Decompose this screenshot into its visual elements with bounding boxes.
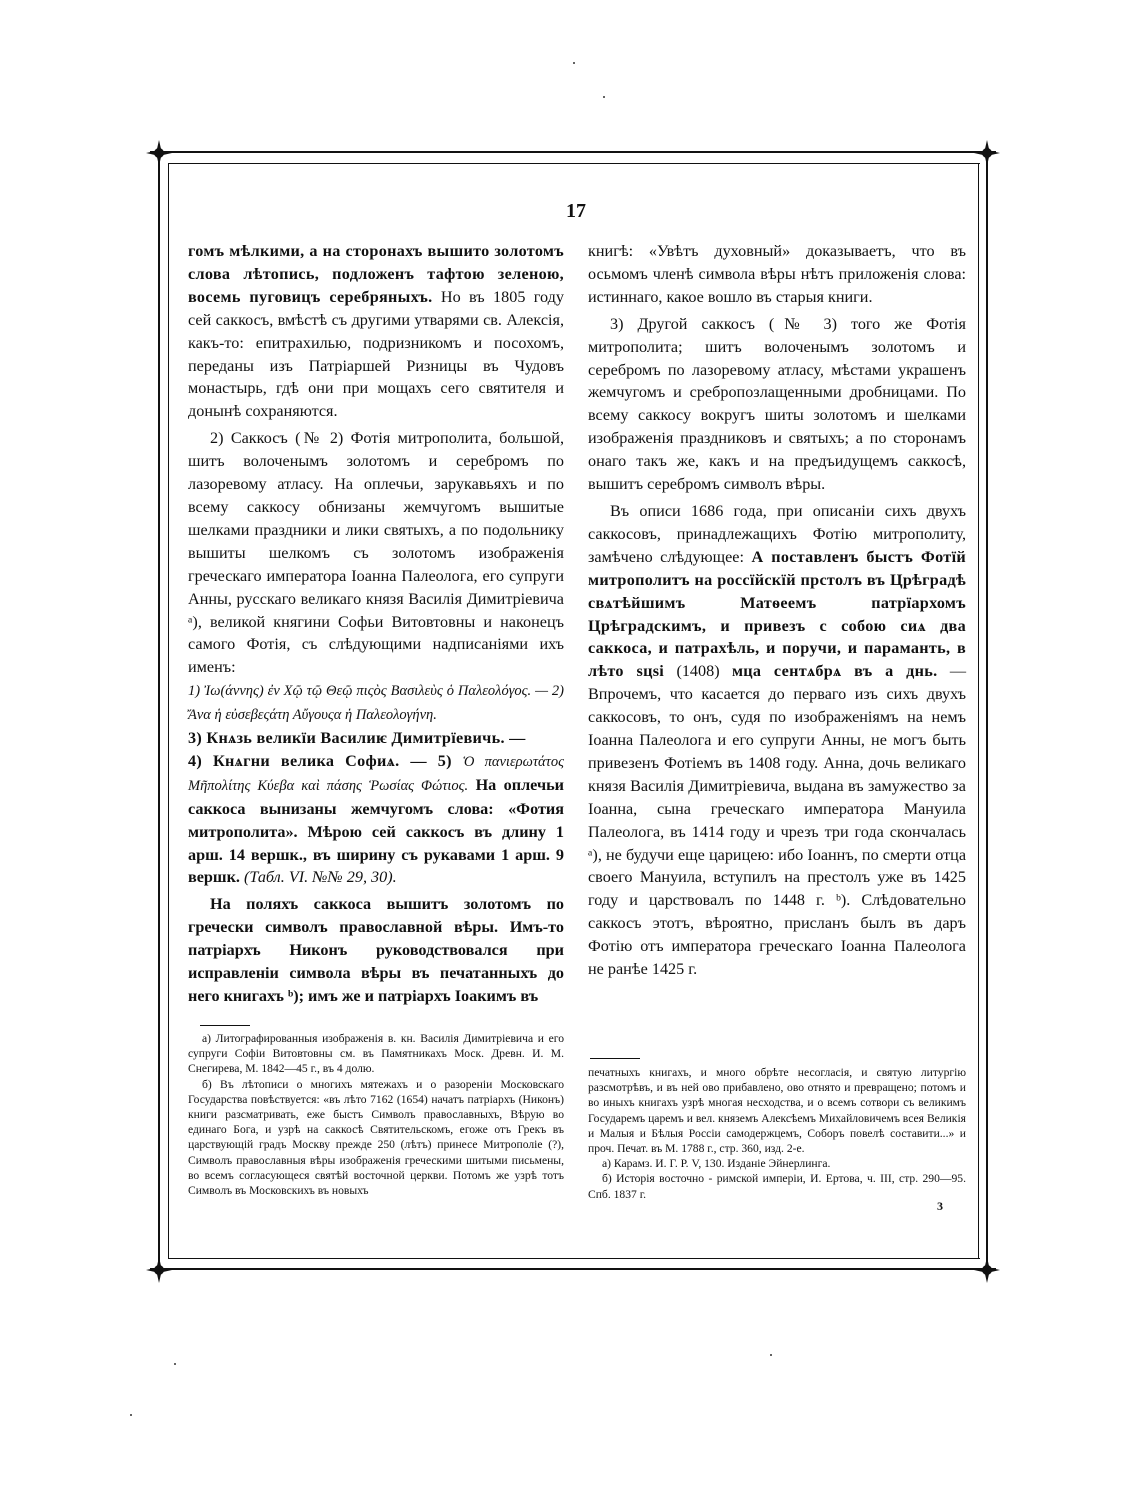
paragraph-text: — Впрочемъ, что касается до перваго изъ сихъ двухъ саккосовъ, то онъ, судя по изображеніямъ на немъ Іоанна Палеолога и его супруги Анны, не могъ быть привезенъ Фотіемъ въ 1408 году. Анна, дочь великаго князя Василія Димитріевича, выдана въ замужество за Іоанна, сына греческаго императора Мануила Палеолога, въ 1414 году и чрезъ три года скончалась ᵃ), не будучи еще царицею: ибо Іоаннъ, по смерти отца своего Мануила, вступилъ на престолъ уже въ 1425 году и царствовалъ по 1448 г. ᵇ). Слѣдовательно саккосъ этотъ, вѣроятно, присланъ былъ въ даръ Фотію отъ императора греческаго Іоанна Палеолога не ранѣе 1425 г.	[588, 662, 966, 979]
corner-ornament-icon	[974, 1257, 1000, 1283]
scan-speck	[174, 1363, 176, 1365]
page-number: 17	[566, 200, 586, 222]
paragraph-text: Но въ 1805 году сей саккосъ, вмѣстѣ съ другими утварями св. Алексія, какъ-то: епитрахилью, подризникомъ и посохомъ, переданы изъ Патріаршей Ризницы въ Чудовъ монастырь, гдѣ они при мощахъ сего святителя и донынѣ сохраняются.	[188, 287, 564, 421]
frame-top-rule	[150, 151, 996, 153]
footnotes-left	[188, 1031, 564, 1198]
footnote-a: а) Карамз. И. Г. Р. V, 130. Изданіе Эйнерлинга.	[602, 1157, 831, 1171]
frame-top-rule-inner	[168, 163, 980, 164]
paragraph-1	[188, 240, 564, 423]
footnote-rule-left	[200, 1025, 250, 1026]
old-slavonic-inscription: 3) Кнѧзь великїи Василиѥ Димитрїевичь. —	[188, 729, 526, 748]
footnote-b: б) Исторія восточно - римской имперіи, И. Ертова, ч. III, стр. 290—95. Спб. 1837 г.	[588, 1172, 966, 1201]
paragraph-text: 2) Саккосъ (№ 2) Фотія митрополита, большой, шитъ волоченымъ золотомъ и серебромъ по лазоревому атласу. На оплечьи, зарукавьяхъ и по всему саккосу обнизаны жемчугомъ вышитые шелками праздники и лики святыхъ, а по подольнику вышиты шелкомъ съ золотомъ изображенія греческаго императора Іоанна Палеолога, его супруги Анны, русскаго великаго князя Василія Димитріевича ᵃ), великой княгини Софьи Витовтовны и наконецъ самого Фотія, съ слѣдующими надписаніями ихъ именъ:	[188, 429, 564, 677]
footnote-continuation: печатныхъ книгахъ, и много обрѣте несогласія, и святую литургію разсмотрѣвъ, и въ ней ово прибавлено, ово отнято и превращено; потомъ и во иныхъ книгахъ узрѣ многая несходства, и о всемъ сотвори съ великимъ Государемъ царемъ и вел. княземъ Алексѣемъ Михайловичемъ всея Великія и Малыя и Бѣлыя Россіи самодержцемъ, Соборъ повелѣ составити...» и проч. Печат. въ М. 1788 г., стр. 360, изд. 2-е.	[588, 1066, 966, 1156]
footnotes-right	[588, 1065, 966, 1202]
scan-speck	[603, 96, 605, 98]
scan-speck	[770, 1354, 772, 1356]
frame-left-rule	[158, 158, 160, 1262]
paragraph-text: Въ описи 1686 года, при описаніи сихъ двухъ саккосовъ, принадлежащихъ Фотію митрополиту, замѣчено слѣдующее:	[588, 501, 966, 566]
frame-right-rule	[986, 158, 988, 1262]
scan-speck	[573, 62, 575, 64]
old-slavonic-text: гомъ мѣлкими, а на сторонахъ вышито золотомъ слова лѣтопись, подложенъ тафтою зеленою, восемь пуговицъ серебряныхъ.	[188, 242, 564, 306]
paragraph-text: На оплечьи саккоса вынизаны жемчугомъ слова: «Фотия митрополита». Мѣрою сей саккосъ въ длину 1 арш. 14 вершк., въ ширину съ рукавами 1 арш. 9 вершк.	[188, 775, 564, 887]
frame-left-rule-inner	[168, 163, 169, 1259]
frame-right-rule-inner	[978, 163, 979, 1259]
footnote-rule-right	[590, 1058, 640, 1059]
paragraph-3: На поляхъ саккоса вышитъ золотомъ по гречески символъ православной вѣры. Имъ-то патріархъ Никонъ руководствовался при исправленіи символа вѣры въ печатанныхъ до него книгахъ ᵇ); имъ же и патріархъ Іоакимъ въ	[188, 895, 564, 1005]
old-slavonic-quote: мца сентѧбрѧ въ а днь.	[731, 662, 938, 681]
paragraph-1: книгѣ: «Увѣтъ духовный» доказываетъ, что въ осьмомъ членѣ символа вѣры нѣтъ приложенія слова: истиннаго, какое вошло въ старыя книги.	[588, 242, 966, 306]
paragraph-3	[588, 500, 966, 981]
scan-speck	[130, 1414, 132, 1416]
greek-inscription: 1) Ἰω(άννης) ἐν Χῷ τῷ Θεῷ πιςὸς Βασιλεὺς ὁ Παλεολόγος. — 2) Ἄνα ἡ εὐσεβεςάτη Αὔγουςα ἡ Παλεολογήνη.	[188, 683, 564, 724]
greek-inscription: Ὁ πανιερωτάτος Μῆπολίτης Κύεβα καὶ πάσης Ῥωσίας Φώτιος.	[188, 753, 564, 794]
frame-bottom-rule	[150, 1268, 996, 1270]
sheet-signature: 3	[937, 1199, 943, 1213]
frame-bottom-rule-inner	[168, 1258, 980, 1259]
corner-ornament-icon	[146, 1257, 172, 1283]
corner-ornament-icon	[974, 140, 1000, 166]
old-slavonic-inscription: 4) Кнѧгни велика Софиѧ. — 5)	[188, 751, 452, 770]
paragraph-2: 3) Другой саккосъ (№ 3) того же Фотія митрополита; шитъ волоченымъ золотомъ и серебромъ по лазоревому атласу, мѣстами украшенъ жемчугомъ и сребропозлащенными дробницами. По всему саккосу вокругъ шиты золотомъ и шелками изображенія праздниковъ и святыхъ; а по сторонамъ онаго такъ же, какъ и на предъидущемъ саккосѣ, вышитъ серебромъ символъ вѣры.	[588, 314, 966, 494]
year: (1408)	[676, 662, 720, 681]
footnote-a: а) Литографированныя изображенія в. кн. Василія Димитріевича и его супруги Софіи Витовтовны см. въ Памятникахъ Моск. Древн. И. М. Снегирева, М. 1842—45 г., въ 4 долю.	[188, 1032, 564, 1076]
left-column	[188, 240, 564, 1008]
right-column	[588, 240, 966, 981]
footnote-b: б) Въ лѣтописи о многихъ мятежахъ и о разореніи Московскаго Государства повѣствуется: «въ лѣто 7162 (1654) начатъ патріархъ (Никонъ) книги разсматривать, еже быстъ Символъ православныхъ, Вѣрую во единаго Бога, и узрѣ на саккосѣ Святительскомъ, егоже отъ Грекъ въ царствующій градъ Москву прежде 250 (лѣтъ) принесе Митрополіе (?), Символъ православныя вѣры изображенія греческими шитыми письмены, во всемъ согласующеся святѣй восточной церкви. Потомъ же узрѣ тотъ Символъ въ Московскихъ въ новыхъ	[188, 1077, 564, 1198]
plate-reference: (Табл. VI. №№ 29, 30).	[244, 868, 397, 887]
old-slavonic-quote: А поставленъ быстъ Фотїй митрополитъ на россїйскїй прстолъ въ Црѣградѣ свѧтѣйшимъ Матѳеемъ патрїархомъ Црѣградскимъ, и привезъ с собою сиѧ два саккоса, и патрахѣль, и поручи, и параманть, в лѣто ѕцѕі	[588, 547, 966, 681]
paragraph-2	[188, 427, 564, 889]
corner-ornament-icon	[146, 140, 172, 166]
